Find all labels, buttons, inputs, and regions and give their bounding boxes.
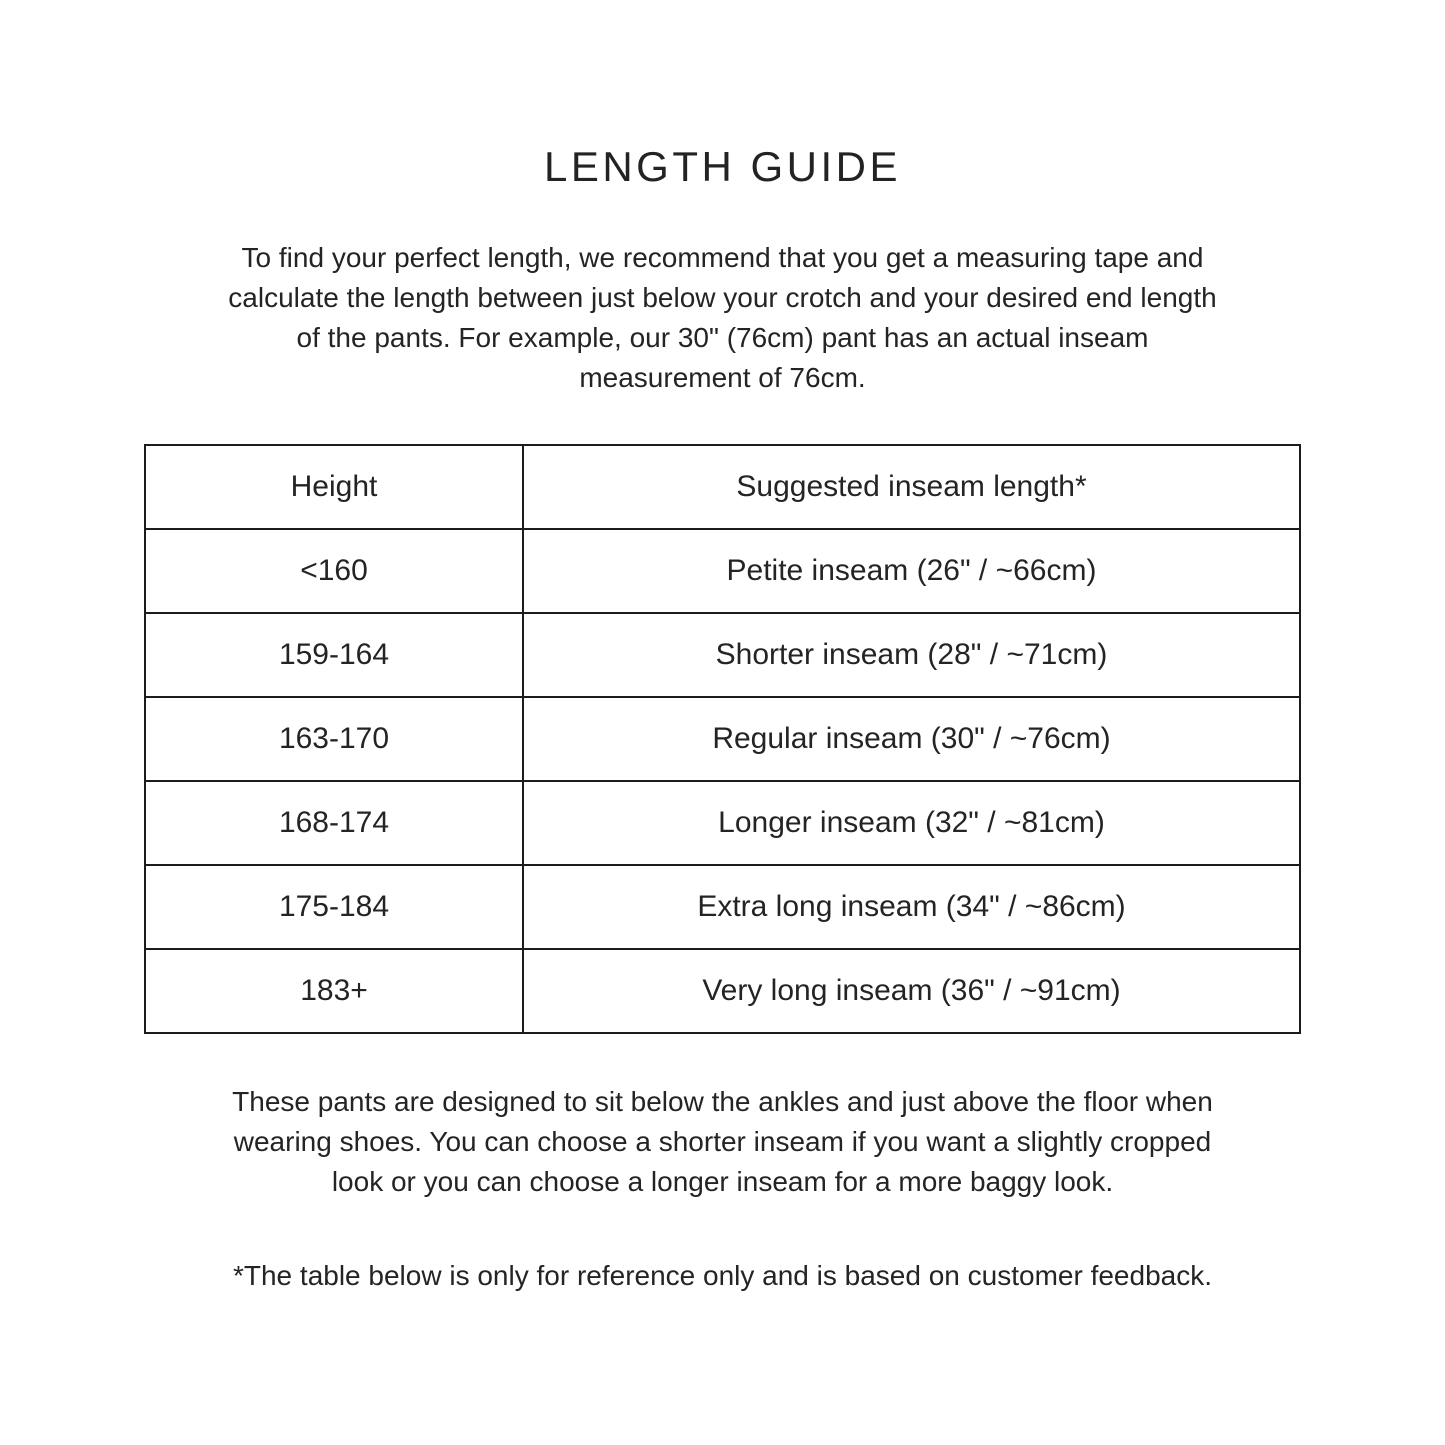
height-cell: 159-164 (145, 613, 523, 697)
height-cell: 163-170 (145, 697, 523, 781)
table-row (145, 949, 1300, 1033)
table-row (145, 781, 1300, 865)
inseam-header-cell: Suggested inseam length* (523, 445, 1300, 529)
inseam-cell: Longer inseam (32" / ~81cm) (523, 781, 1300, 865)
table-row (145, 697, 1300, 781)
height-header-cell: Height (145, 445, 523, 529)
height-cell: 168-174 (145, 781, 523, 865)
height-cell: <160 (145, 529, 523, 613)
table-header-row (145, 445, 1300, 529)
note-line: look or you can choose a longer inseam for a more baggy look. (331, 1166, 1114, 1197)
note-paragraph (0, 1082, 1445, 1202)
note-line: wearing shoes. You can choose a shorter inseam if you want a slightly cropped (233, 1126, 1212, 1157)
table-row (145, 613, 1300, 697)
intro-line: To find your perfect length, we recommend that you get a measuring tape and (241, 242, 1204, 273)
height-cell: 183+ (145, 949, 523, 1033)
table-row (145, 865, 1300, 949)
height-cell: 175-184 (145, 865, 523, 949)
intro-line: of the pants. For example, our 30" (76cm) pant has an actual inseam (296, 322, 1149, 353)
inseam-cell: Regular inseam (30" / ~76cm) (523, 697, 1300, 781)
intro-paragraph (0, 238, 1445, 398)
inseam-cell: Petite inseam (26" / ~66cm) (523, 529, 1300, 613)
length-guide-table (144, 444, 1301, 1034)
inseam-cell: Shorter inseam (28" / ~71cm) (523, 613, 1300, 697)
page-title: LENGTH GUIDE (543, 143, 902, 190)
intro-line: measurement of 76cm. (579, 362, 866, 393)
intro-line: calculate the length between just below your crotch and your desired end length (228, 282, 1217, 313)
table-row (145, 529, 1300, 613)
footnote-text: *The table below is only for reference only and is based on customer feedback. (232, 1260, 1212, 1291)
inseam-cell: Very long inseam (36" / ~91cm) (523, 949, 1300, 1033)
note-line: These pants are designed to sit below the ankles and just above the floor when (232, 1086, 1213, 1117)
inseam-cell: Extra long inseam (34" / ~86cm) (523, 865, 1300, 949)
